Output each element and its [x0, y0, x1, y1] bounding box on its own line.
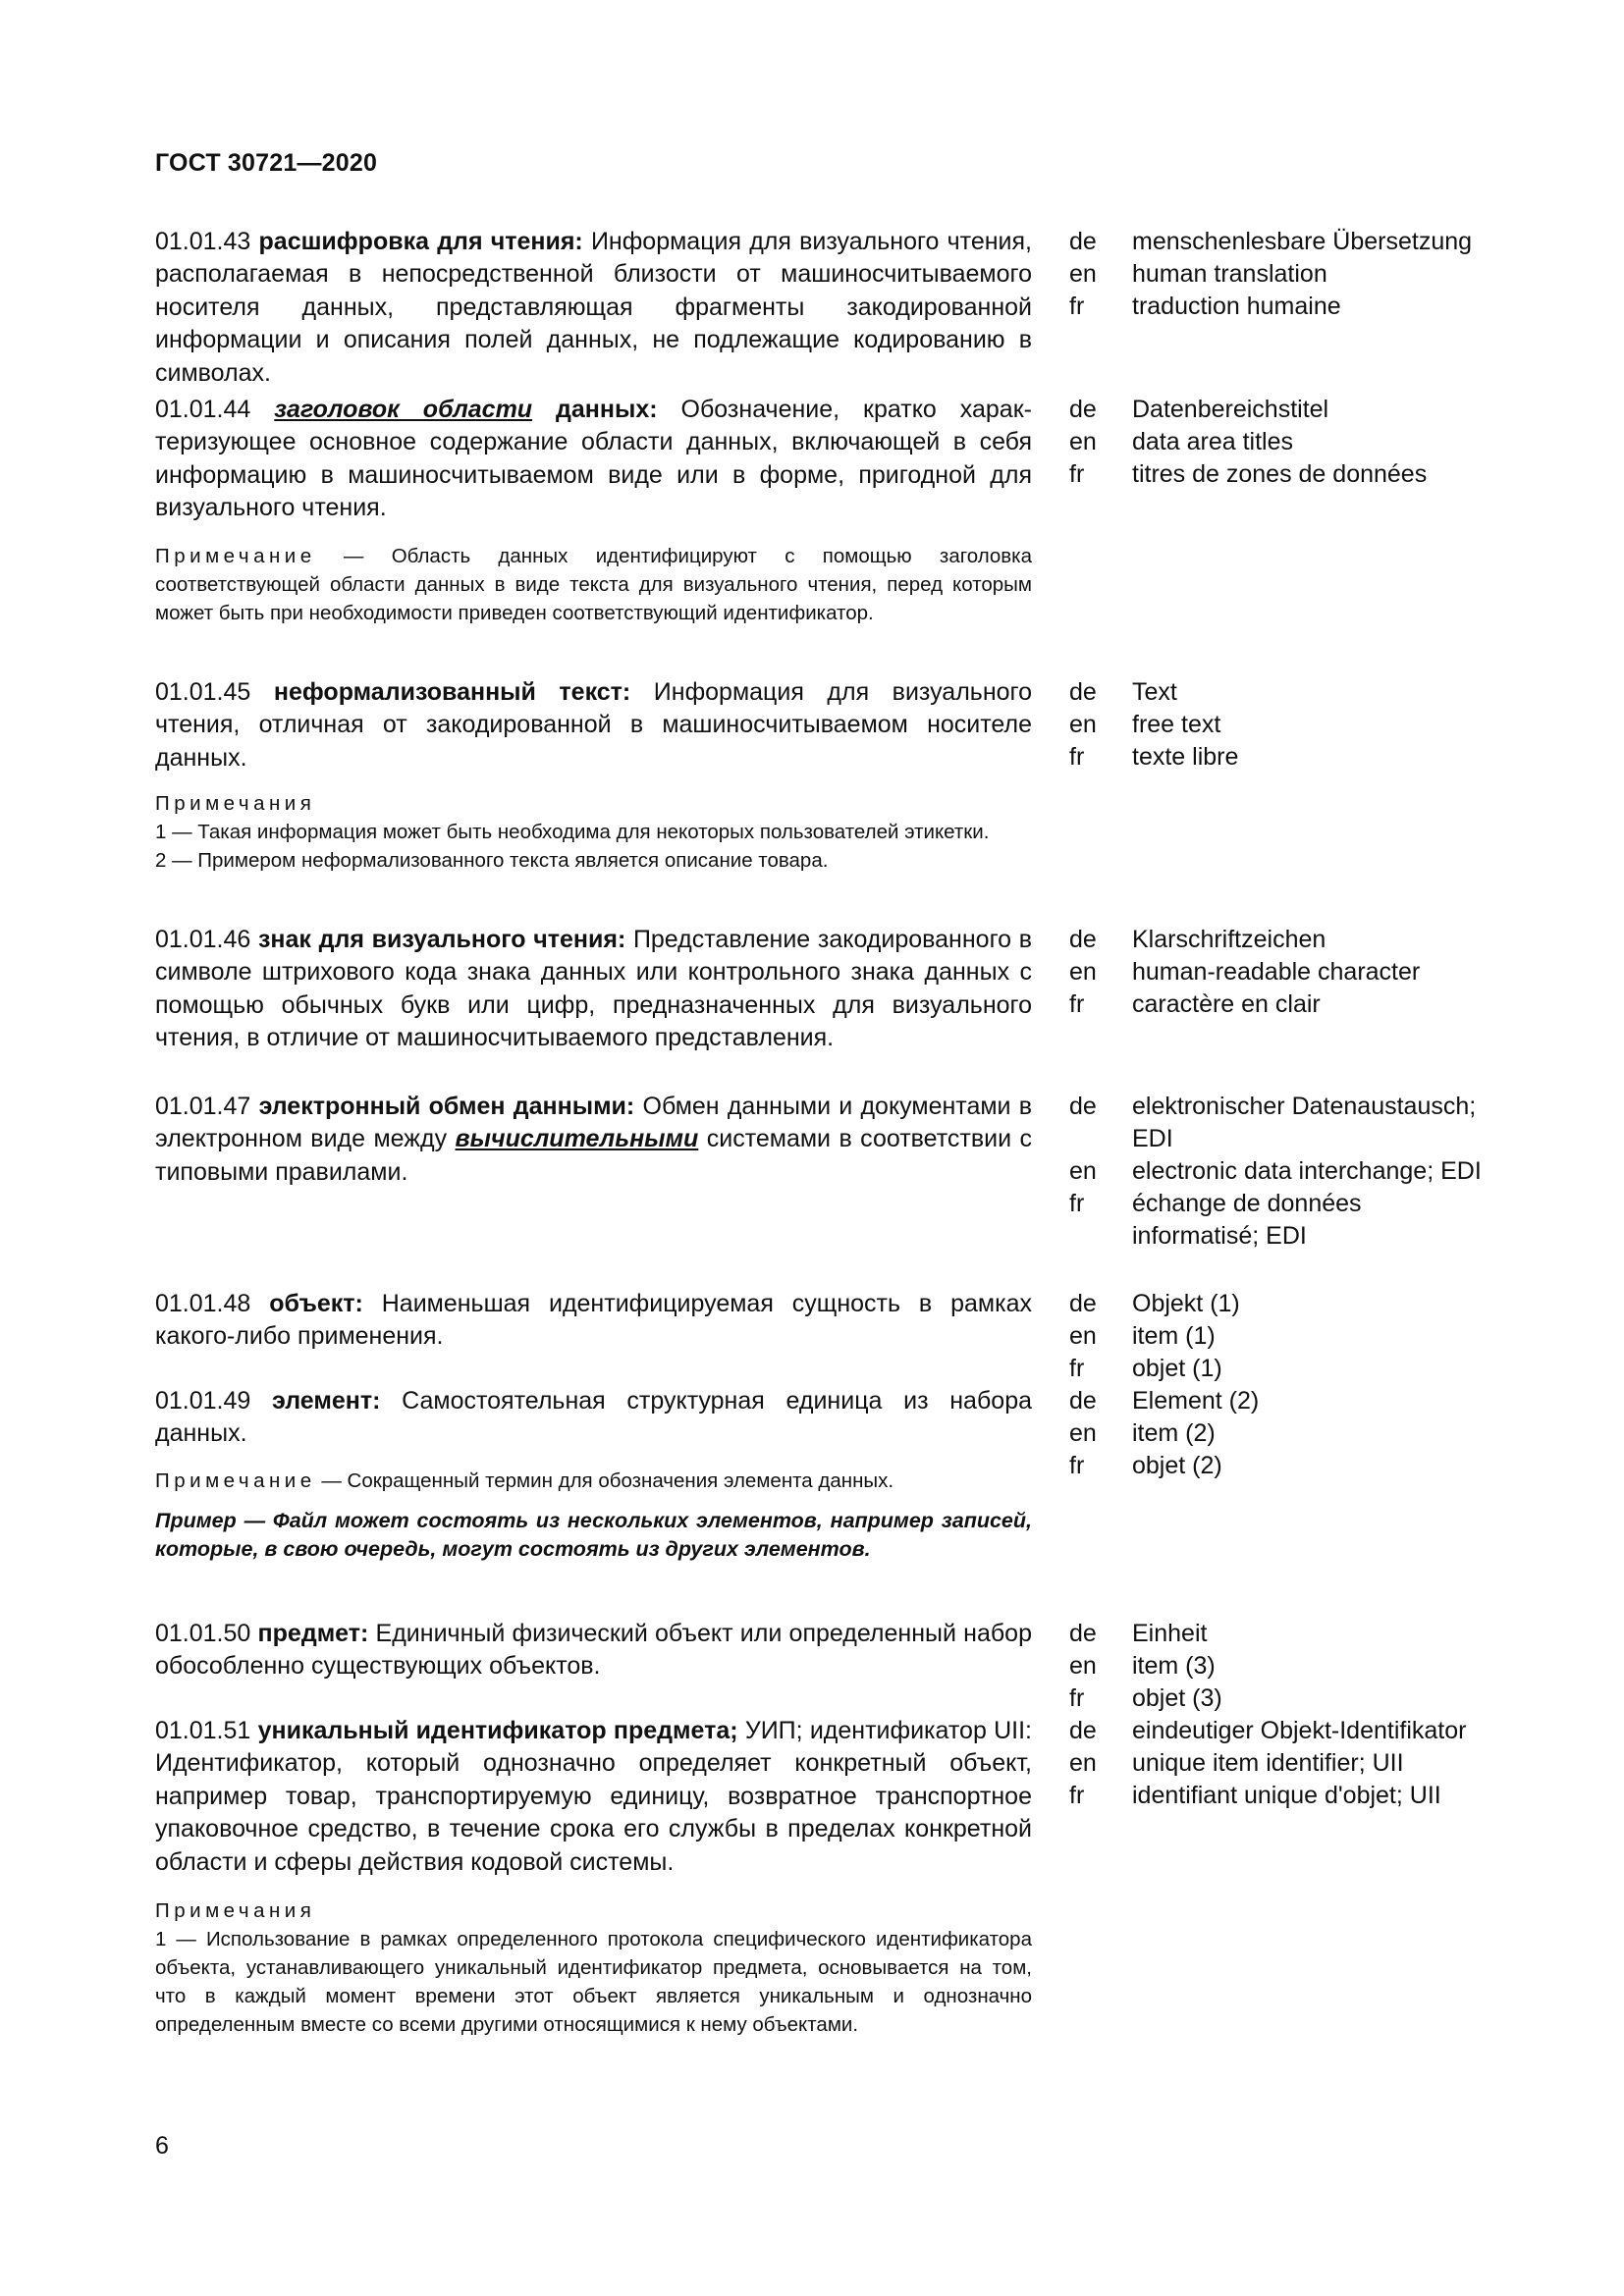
foreign-term: objet (2)	[1132, 1452, 1222, 1479]
lang-code: fr	[1069, 743, 1085, 771]
entry-number: 01.01.43	[155, 228, 251, 255]
note-01-01-44	[155, 542, 1032, 627]
lang-code: fr	[1069, 1355, 1085, 1382]
foreign-term: identifiant unique d'objet; UII	[1132, 1782, 1441, 1809]
entry-term: электронный обмен данными:	[258, 1093, 635, 1120]
lang-code: en	[1069, 428, 1097, 455]
lang-code: en	[1069, 1419, 1097, 1447]
foreign-term: menschenlesbare Übersetzung	[1132, 228, 1473, 255]
note-text: — Сокращенный термин для обозначения элемента данных.	[315, 1469, 894, 1492]
foreign-equivalents	[1069, 394, 1491, 491]
document-header: ГОСТ 30721—2020	[155, 149, 378, 177]
lang-code: de	[1069, 1093, 1097, 1120]
entry-term: предмет:	[257, 1620, 369, 1647]
lang-code: de	[1069, 926, 1097, 953]
note-01-01-51	[155, 1896, 1032, 2039]
foreign-term: Element (2)	[1132, 1387, 1260, 1415]
lang-code: fr	[1069, 460, 1085, 488]
foreign-term: electronic data interchange; EDI	[1132, 1157, 1482, 1185]
term-entry-01-01-49	[155, 1385, 1624, 1479]
foreign-equivalents	[1069, 226, 1491, 323]
note-item: 1 — Использование в рамках определенного протокола специфического идентификатора объекта, устанавливающего уникальный идентификатор предмета, основывается на том, что в каждый момент времени этот объект является уникальным и однозначно определенным вместе со всеми другими относящимися к нему объектами.	[155, 1928, 1032, 2036]
foreign-equivalents	[1069, 1288, 1491, 1385]
lang-code: fr	[1069, 1684, 1085, 1712]
entry-text: Единичный физический объект или определенный набор обособленно существующих объектов.	[155, 1620, 1032, 1681]
lang-code: de	[1069, 1620, 1097, 1647]
lang-code: fr	[1069, 1452, 1085, 1479]
foreign-equivalents	[1069, 1618, 1491, 1715]
note-text: — Область данных идентифицируют с помощью заголовка соответствующей области данных в виде текста для визуального чтения, перед которым может быть при необходимости приведен соответствующий идентификатор.	[155, 545, 1032, 624]
entry-text: Представление закодированного в символе штрихового кода знака данных или контрольного знака данных с помощью обычных букв или цифр, предназначенных для визуального чтения, в отличие от машиносчитываемого представления.	[155, 926, 1032, 1052]
foreign-term: unique item identifier; UII	[1132, 1749, 1404, 1777]
foreign-equivalents	[1069, 924, 1491, 1021]
lang-code: en	[1069, 260, 1097, 288]
note-label: Примечание	[155, 545, 316, 567]
term-entry-01-01-48	[155, 1288, 1624, 1382]
foreign-term: Objekt (1)	[1132, 1290, 1240, 1317]
entry-term: данных:	[556, 396, 658, 423]
entry-number: 01.01.46	[155, 926, 251, 953]
entry-number: 01.01.49	[155, 1387, 251, 1415]
entry-text: Обмен данными и документами в электронном виде между	[155, 1093, 1033, 1153]
entry-definition	[155, 1715, 1032, 1879]
foreign-term: titres de zones de données	[1132, 460, 1428, 488]
lang-code: de	[1069, 678, 1097, 706]
term-entry-01-01-51	[155, 1715, 1624, 1879]
lang-code: en	[1069, 1157, 1097, 1185]
entry-term: уникальный идентификатор предмета;	[257, 1717, 738, 1744]
term-entry-01-01-47	[155, 1091, 1624, 1250]
note-01-01-49	[155, 1467, 1032, 1495]
lang-code: de	[1069, 1387, 1097, 1415]
lang-code: fr	[1069, 1190, 1085, 1217]
note-01-01-45	[155, 789, 1032, 875]
entry-definition	[155, 1618, 1032, 1683]
entry-number: 01.01.48	[155, 1290, 251, 1317]
entry-number: 01.01.47	[155, 1093, 251, 1120]
foreign-term: Einheit	[1132, 1620, 1208, 1647]
entry-definition	[155, 1091, 1032, 1189]
lang-code: en	[1069, 958, 1097, 986]
lang-code: de	[1069, 1290, 1097, 1317]
entry-number: 01.01.45	[155, 678, 251, 706]
note-item: 2 — Примером неформализованного текста является описание товара.	[155, 849, 829, 872]
foreign-term: item (3)	[1132, 1652, 1216, 1680]
lang-code: en	[1069, 1322, 1097, 1350]
entry-term: расшифровка для чтения:	[258, 228, 583, 255]
lang-code: fr	[1069, 990, 1085, 1018]
entry-text: УИП; идентификатор UII: Идентификатор, который однозначно определяет конкретный объект, например товар, транспортируемую единицу, возвратное транспортное упаковочное средство, в течение срока его службы в пределах конкретной области и сферы действия кодовой системы.	[155, 1717, 1032, 1876]
foreign-term: elektronischer Datenaustausch; EDI	[1132, 1093, 1477, 1152]
note-label: Примечания	[155, 792, 316, 815]
foreign-term: human translation	[1132, 260, 1327, 288]
foreign-equivalents	[1069, 676, 1491, 774]
entry-number: 01.01.50	[155, 1620, 251, 1647]
foreign-equivalents	[1069, 1385, 1491, 1482]
foreign-term: eindeutiger Objekt-Identifikator	[1132, 1717, 1467, 1744]
foreign-term: data area titles	[1132, 428, 1293, 455]
entry-text: Информация для визуального чтения, располагаемая в непосредственной близости от машиносчитываемого носителя данных, представляющая фрагменты закодированной информации и описания полей данных, не подлежащие кодированию в символах.	[155, 228, 1032, 387]
entry-text-underlined: вычислительными	[455, 1125, 699, 1153]
foreign-term: objet (3)	[1132, 1684, 1222, 1712]
lang-code: de	[1069, 1717, 1097, 1744]
foreign-equivalents	[1069, 1715, 1491, 1812]
entry-text: Информация для визуального чтения, отличная от закодированной в машиносчитываемом носителе данных.	[155, 678, 1033, 772]
entry-definition	[155, 924, 1032, 1055]
lang-code: en	[1069, 1652, 1097, 1680]
lang-code: en	[1069, 711, 1097, 738]
entry-definition	[155, 394, 1032, 525]
page-number: 6	[155, 2132, 169, 2160]
foreign-term: Klarschriftzeichen	[1132, 926, 1326, 953]
foreign-equivalents	[1069, 1091, 1491, 1253]
note-label: Примечания	[155, 1899, 316, 1922]
lang-code: fr	[1069, 1782, 1085, 1809]
entry-definition	[155, 1288, 1032, 1354]
foreign-term: caractère en clair	[1132, 990, 1321, 1018]
entry-definition	[155, 1385, 1032, 1451]
foreign-term: Text	[1132, 678, 1177, 706]
foreign-term: objet (1)	[1132, 1355, 1222, 1382]
lang-code: en	[1069, 1749, 1097, 1777]
note-label: Примечание	[155, 1469, 316, 1492]
foreign-term: item (1)	[1132, 1322, 1216, 1350]
foreign-term: traduction humaine	[1132, 293, 1341, 320]
term-entry-01-01-44	[155, 394, 1624, 525]
term-entry-01-01-46	[155, 924, 1624, 1055]
lang-code: de	[1069, 228, 1097, 255]
foreign-term: échange de données informatisé; EDI	[1132, 1190, 1362, 1250]
foreign-term: Datenbereichstitel	[1132, 396, 1329, 423]
entry-definition	[155, 226, 1032, 390]
foreign-term: texte libre	[1132, 743, 1239, 771]
foreign-term: free text	[1132, 711, 1221, 738]
entry-term: знак для визуального чтения:	[257, 926, 626, 953]
foreign-term: item (2)	[1132, 1419, 1216, 1447]
term-entry-01-01-50	[155, 1618, 1624, 1712]
note-item: 1 — Такая информация может быть необходима для некоторых пользователей этикетки.	[155, 821, 990, 843]
lang-code: de	[1069, 396, 1097, 423]
term-entry-01-01-43	[155, 226, 1624, 390]
entry-text: Самостоятельная структурная единица из набора данных.	[155, 1387, 1032, 1448]
entry-term: объект:	[269, 1290, 363, 1317]
lang-code: fr	[1069, 293, 1085, 320]
example-01-01-49: Пример — Файл может состоять из нескольких элементов, например записей, которые, в свою очередь, могут состоять из других элементов.	[155, 1509, 1032, 1561]
entry-text: Наименьшая идентифицируемая сущность в рамках какого-либо применения.	[155, 1290, 1032, 1351]
entry-term: элемент:	[272, 1387, 381, 1415]
entry-term: неформализованный текст:	[273, 678, 631, 706]
term-entry-01-01-45	[155, 676, 1624, 774]
entry-term-underlined: заголовок области	[274, 396, 533, 423]
entry-text: системами в соответствии с типовыми правилами.	[155, 1125, 1032, 1186]
foreign-term: human-readable character	[1132, 958, 1421, 986]
entry-number: 01.01.44	[155, 396, 251, 423]
entry-definition	[155, 676, 1032, 774]
entry-number: 01.01.51	[155, 1717, 251, 1744]
entry-text: Обозначение, кратко характеризующее основное содержание области данных, включающей в себя информацию в машиносчитываемом виде или в форме, пригодной для визуального чтения.	[155, 396, 1032, 522]
